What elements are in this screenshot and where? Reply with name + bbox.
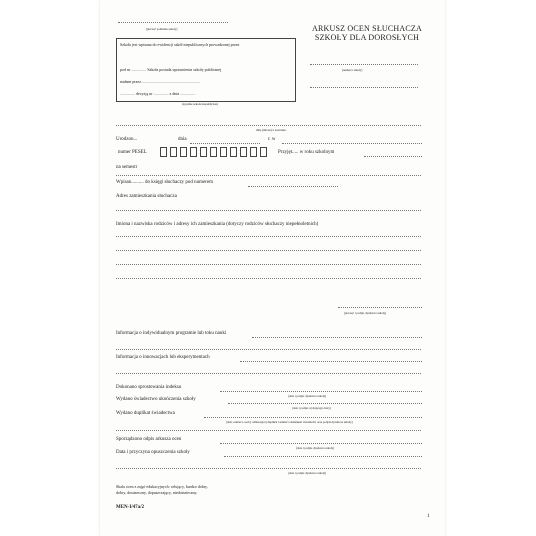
innovations-line-2: [116, 373, 421, 374]
entry-label: Wpisan.......... do księgi słuchaczy pod numerem: [116, 180, 214, 185]
grading-scale-line-2: dobry, dostateczny, dopuszczający, niedostateczny.: [116, 490, 198, 495]
school-number-line-2: [310, 87, 418, 88]
innovations-label: Informacja o innowacjach lub eksperymentach: [116, 355, 210, 360]
pesel-digit-cell[interactable]: [200, 147, 207, 157]
name-line: [116, 125, 421, 126]
register-box: [116, 38, 296, 102]
school-year-line: [364, 156, 422, 157]
pesel-digit-cell[interactable]: [240, 147, 247, 157]
leave-line: [224, 456, 422, 457]
copy-caption: (data i podpis dyrektora szkoły): [296, 446, 335, 450]
individual-program-label: Informacja o indywidualnym programie lub toku nauki: [116, 331, 227, 336]
leave-label: Data i przyczyna opuszczenia szkoły: [116, 450, 190, 455]
name-caption: imię (imiona) i nazwisko: [256, 128, 287, 132]
parents-label: Imiona i nazwiska rodziców i adresy ich zamieszkania (dotyczy rodziców słuchaczy niepełnoletnich): [116, 222, 319, 227]
pesel-digit-cell[interactable]: [210, 147, 217, 157]
born-label: Urodzon...: [116, 137, 138, 142]
parents-line-4: [116, 278, 421, 279]
pesel-digit-cell[interactable]: [230, 147, 237, 157]
pesel-digit-cell[interactable]: [170, 147, 177, 157]
school-number-caption: (numer/a szkoły): [342, 68, 363, 72]
leave-line-2: [116, 468, 421, 469]
parents-line-1: [116, 236, 421, 237]
school-number-line: [310, 64, 418, 65]
page-number: 1: [427, 514, 430, 519]
register-line-3: nadane przez ..........................................................: [120, 79, 200, 84]
pesel-digit-cell[interactable]: [250, 147, 257, 157]
innovations-line: [240, 361, 422, 362]
form-title-line2: SZKOŁY DLA DOROSŁYCH: [314, 33, 420, 42]
duplicate-line-2: [116, 430, 421, 431]
certificate-label: Wydano świadectwo ukończenia szkoły: [116, 397, 196, 402]
copy-label: Sporządzono odpis arkusza ocen: [116, 437, 182, 442]
register-line-2: pod nr ............... Szkoła posiada uprawnienia szkoły publicznej: [120, 67, 222, 72]
semester-label: na semestr: [116, 165, 138, 170]
duplicate-caption: (data, numer/a osoby odbierającej duplikat i numer/a dokument tożsamości oraz podpis dyrektora szkoły): [226, 420, 353, 424]
pesel-grid[interactable]: [160, 147, 270, 157]
index-correction-line: [220, 391, 422, 392]
index-correction-label: Dokonano sprostowania indeksu: [116, 385, 182, 390]
admitted-label: Przyjęt..... w roku szkolnym: [278, 150, 335, 155]
pesel-digit-cell[interactable]: [260, 147, 267, 157]
grading-scale-line-1: Skala ocen z zajęć edukacyjnych: celujący, bardzo dobry,: [116, 484, 208, 489]
semester-line: [116, 175, 421, 176]
certificate-caption: (data i podpis wydającego bazy): [292, 406, 331, 410]
register-line-4: ............... decyzją nr ............... z dnia ...............: [120, 91, 196, 96]
pesel-label: numer PESEL: [118, 150, 147, 155]
director-signature-caption: (pieczęć i podpis dyrektora szkoły): [344, 311, 387, 315]
register-box-caption: (zgodnie szkoła niepubliczna): [182, 102, 218, 106]
entry-number-line: [248, 186, 338, 187]
address-label: Adres zamieszkania słuchacza: [116, 194, 177, 199]
individual-program-line: [252, 337, 422, 338]
born-day-label: dnia: [178, 137, 187, 142]
form-code: MEN-I/47a/2: [116, 505, 145, 510]
duplicate-line: [204, 417, 422, 418]
index-correction-caption: (data i podpis dyrektora szkoły): [288, 394, 327, 398]
address-line: [116, 210, 421, 211]
register-line-1: Szkoła jest wpisana do ewidencji szkół niepublicznych prowadzonej przez: [120, 42, 240, 47]
parents-line-3: [116, 264, 421, 265]
parents-line-2: [116, 250, 421, 251]
born-place-line: [282, 143, 422, 144]
individual-program-line-2: [116, 349, 421, 350]
director-signature-line: [338, 307, 422, 308]
pesel-digit-cell[interactable]: [180, 147, 187, 157]
pesel-digit-cell[interactable]: [160, 147, 167, 157]
form-sheet: [100, 0, 445, 536]
school-stamp-caption: (pieczęć podłużna szkoły): [146, 27, 178, 31]
pesel-digit-cell[interactable]: [220, 147, 227, 157]
pesel-digit-cell[interactable]: [190, 147, 197, 157]
born-date-line: [190, 143, 260, 144]
leave-caption: (data i podpis dyrektora szkoły): [288, 471, 327, 475]
copy-line: [220, 443, 422, 444]
form-title-line1: ARKUSZ OCEN SŁUCHACZA: [312, 24, 422, 33]
duplicate-label: Wydano duplikat świadectwa: [116, 411, 175, 416]
born-in-label: r. w: [268, 137, 276, 142]
stamp-line: [118, 22, 228, 23]
certificate-line: [228, 403, 422, 404]
